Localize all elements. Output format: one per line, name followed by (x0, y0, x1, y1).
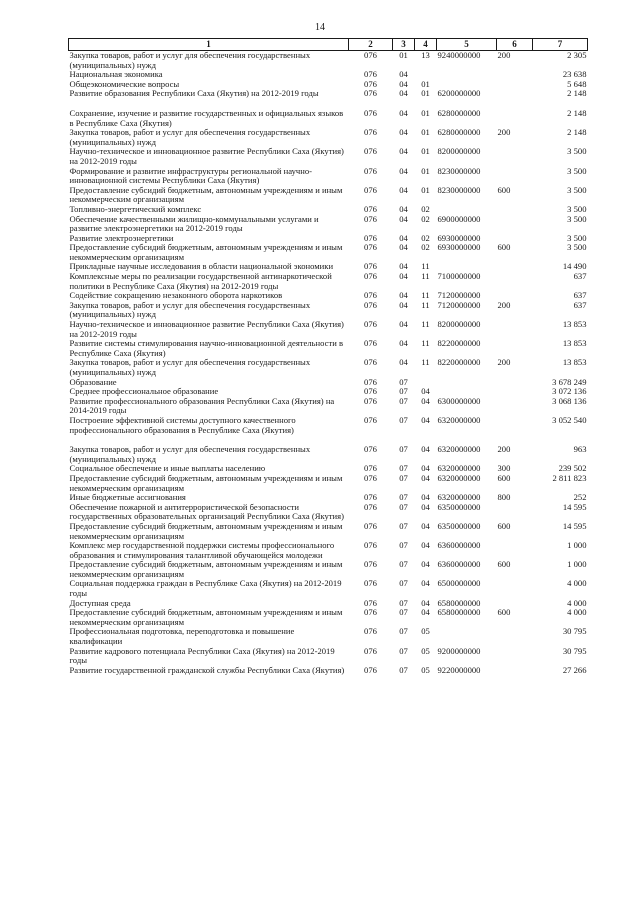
table-row (69, 445, 588, 464)
expense-type-code (497, 378, 533, 388)
ministry-code: 076 (364, 203, 377, 214)
subsection-code: 01 (421, 78, 430, 89)
table-row (69, 579, 588, 598)
subsection-code: 11 (421, 357, 430, 368)
subsection-code: 02 (421, 203, 430, 214)
expense-type-code: 200 (497, 299, 511, 310)
section-code: 04 (399, 184, 408, 195)
target-item-code: 6320000000 (437, 414, 481, 425)
amount: 637 (573, 271, 587, 282)
subsection-code: 04 (421, 386, 430, 397)
section-code: 04 (399, 290, 408, 301)
column-header-amount: 7 (533, 39, 588, 51)
table-row (69, 243, 588, 262)
amount: 2 148 (567, 107, 587, 118)
target-item-code: 8230000000 (437, 165, 481, 176)
budget-table (68, 38, 588, 675)
section-code: 04 (399, 261, 408, 272)
ministry-code: 076 (364, 88, 377, 99)
amount: 30 795 (562, 645, 587, 656)
subsection-code: 11 (421, 319, 430, 330)
ministry-code: 076 (364, 290, 377, 301)
section-code: 07 (399, 376, 408, 387)
ministry-code: 076 (364, 107, 377, 118)
target-item-code: 7120000000 (437, 299, 481, 310)
row-name: Комплекс мер государственной поддержки системы профессионального образования и стимулирования талантливой обучающейся молодежи (69, 540, 335, 560)
ministry-code: 076 (364, 242, 377, 253)
target-item-code: 6350000000 (437, 520, 481, 531)
target-item-code: 9200000000 (437, 645, 481, 656)
row-name: Обеспечение пожарной и антитеррористической безопасности государственных образовательных организаций Республики Саха (Якутия) (69, 501, 344, 522)
target-item-code: 6320000000 (437, 472, 481, 483)
target-item-code: 6300000000 (437, 395, 481, 406)
expense-type-code (497, 99, 533, 109)
row-name: Предоставление субсидий бюджетным, автономным учреждениям и иным некоммерческим организациям (69, 607, 343, 627)
section-code: 04 (399, 88, 408, 99)
amount: 3 500 (567, 165, 587, 176)
subsection-code: 11 (421, 271, 430, 282)
section-code: 04 (399, 107, 408, 118)
table-row (69, 474, 588, 493)
expense-type-code (497, 80, 533, 90)
ministry-code: 076 (364, 501, 377, 512)
subsection-code: 02 (421, 242, 430, 253)
amount: 3 500 (567, 232, 587, 243)
amount: 3 052 540 (552, 414, 587, 425)
section-code: 04 (399, 213, 408, 224)
table-row (69, 560, 588, 579)
target-item-code: 7100000000 (437, 271, 481, 282)
target-item-code: 6320000000 (437, 444, 481, 455)
row-name: Развитие системы стимулирования научно-инновационной деятельности в Республике Саха (Якутия) (69, 338, 344, 358)
expense-type-code: 600 (497, 184, 511, 195)
amount: 27 266 (562, 664, 587, 675)
expense-type-code (497, 205, 533, 215)
row-name: Прикладные научные исследования в области национальной экономики (69, 261, 334, 272)
table-row (69, 503, 588, 522)
row-name: Содействие сокращению незаконного оборота наркотиков (69, 290, 283, 301)
row-name: Закупка товаров, работ и услуг для обеспечения государственных (муниципальных) нужд (69, 299, 311, 320)
target-item-code: 8220000000 (437, 357, 481, 368)
amount: 2 811 823 (552, 472, 587, 483)
subsection-code: 11 (421, 261, 430, 272)
row-name: Развитие профессионального образования Республики Саха (Якутия) на 2014-2019 годы (69, 395, 335, 416)
row-name: Предоставление субсидий бюджетным, автономным учреждениям и иным некоммерческим организациям (69, 520, 343, 541)
subsection-code: 11 (421, 338, 430, 349)
section-code: 07 (399, 645, 408, 656)
target-item-code: 9240000000 (437, 50, 481, 60)
subsection-code: 04 (421, 597, 430, 608)
amount: 3 500 (567, 184, 587, 195)
expense-type-code (497, 147, 533, 166)
section-code: 01 (399, 50, 408, 60)
section-code: 07 (399, 597, 408, 608)
expense-type-code: 800 (497, 492, 511, 503)
table-row (69, 147, 588, 166)
subsection-code: 04 (421, 540, 430, 551)
section-code: 04 (399, 69, 408, 80)
ministry-code: 076 (364, 78, 377, 89)
amount: 252 (573, 492, 587, 503)
row-name: Иные бюджетные ассигнования (69, 492, 186, 503)
column-header-section: 3 (393, 39, 415, 51)
ministry-code: 076 (364, 232, 377, 243)
table-body (69, 51, 588, 676)
table-row (69, 397, 588, 416)
amount: 3 500 (567, 146, 587, 157)
expense-type-code: 200 (497, 357, 511, 368)
expense-type-code: 600 (497, 520, 511, 531)
ministry-code: 076 (364, 213, 377, 224)
amount: 14 490 (562, 261, 587, 272)
ministry-code: 076 (364, 664, 377, 675)
ministry-code: 076 (364, 299, 377, 310)
section-code: 07 (399, 472, 408, 483)
amount: 4 000 (567, 607, 587, 618)
section-code: 04 (399, 146, 408, 157)
section-code: 07 (399, 463, 408, 474)
target-item-code: 8220000000 (437, 338, 481, 349)
ministry-code: 076 (364, 319, 377, 330)
subsection-code: 01 (421, 127, 430, 138)
ministry-code: 076 (364, 578, 377, 589)
table-row (69, 541, 588, 560)
amount: 3 500 (567, 203, 587, 214)
subsection-code: 04 (421, 492, 430, 503)
section-code: 04 (399, 299, 408, 310)
table-row (69, 301, 588, 320)
ministry-code: 076 (364, 492, 377, 503)
target-item-code: 7120000000 (437, 290, 481, 301)
amount: 4 000 (567, 597, 587, 608)
target-item-code: 6360000000 (437, 559, 481, 570)
amount: 23 638 (562, 69, 587, 80)
table-row (69, 109, 588, 128)
expense-type-code (497, 666, 533, 676)
ministry-code: 076 (364, 540, 377, 551)
expense-type-code (497, 262, 533, 272)
expense-type-code (497, 541, 533, 560)
row-name: Закупка товаров, работ и услуг для обеспечения государственных (муниципальных) нужд (69, 50, 311, 70)
target-item-code: 6360000000 (437, 540, 481, 551)
section-code: 04 (399, 78, 408, 89)
row-name: Закупка товаров, работ и услуг для обеспечения государственных (муниципальных) нужд (69, 127, 311, 147)
ministry-code: 076 (364, 165, 377, 176)
expense-type-code: 600 (497, 559, 511, 570)
expense-type-code (497, 70, 533, 80)
ministry-code: 076 (364, 146, 377, 157)
expense-type-code: 200 (497, 444, 511, 455)
target-item-code: 8200000000 (437, 319, 481, 330)
table-row (69, 647, 588, 666)
row-name: Предоставление субсидий бюджетным, автономным учреждениям и иным некоммерческим организациям (69, 472, 343, 493)
subsection-code: 05 (421, 645, 430, 656)
amount: 13 853 (562, 338, 587, 349)
subsection-code: 01 (421, 88, 430, 99)
table-row (69, 358, 588, 377)
amount: 637 (573, 299, 587, 310)
target-item-code: 6500000000 (437, 578, 481, 589)
ministry-code: 076 (364, 338, 377, 349)
expense-type-code (497, 320, 533, 339)
subsection-code: 01 (421, 184, 430, 195)
table-row (69, 215, 588, 234)
expense-type-code (497, 167, 533, 186)
target-item-code: 6930000000 (437, 232, 481, 243)
subsection-code: 11 (421, 290, 430, 301)
table-row (69, 522, 588, 541)
page-number: 14 (315, 22, 325, 33)
amount: 13 853 (562, 319, 587, 330)
target-item-code (437, 70, 497, 80)
row-name: Комплексные меры по реализации государственной антинаркотической политики в Республике Саха (Якутия) на 2012-2019 годы (69, 271, 332, 291)
target-item-code: 6900000000 (437, 213, 481, 224)
amount: 637 (573, 290, 587, 301)
row-name: Закупка товаров, работ и услуг для обеспечения государственных (муниципальных) нужд (69, 444, 311, 464)
row-name: Сохранение, изучение и развитие государственных и официальных языков в Республике Саха (Якутия) (69, 107, 344, 128)
target-item-code: 6200000000 (437, 88, 481, 99)
ministry-code: 076 (364, 184, 377, 195)
table-row (69, 128, 588, 147)
table-row (69, 89, 588, 99)
target-item-code: 6280000000 (437, 127, 481, 138)
row-name: Построение эффективной системы доступного качественного профессионального образования в Республике Саха (Якутия) (69, 414, 296, 435)
section-code: 07 (399, 607, 408, 618)
target-item-code: 6320000000 (437, 463, 481, 474)
expense-type-code (497, 579, 533, 598)
subsection-code: 04 (421, 520, 430, 531)
row-name: Закупка товаров, работ и услуг для обеспечения государственных (муниципальных) нужд (69, 357, 311, 377)
table-row (69, 339, 588, 358)
ministry-code: 076 (364, 607, 377, 618)
target-item-code: 9220000000 (437, 664, 481, 675)
section-code: 07 (399, 578, 408, 589)
section-code: 07 (399, 386, 408, 397)
expense-type-code (497, 397, 533, 416)
expense-type-code: 600 (497, 242, 511, 253)
section-code: 04 (399, 271, 408, 282)
ministry-code: 076 (364, 261, 377, 272)
row-name: Среднее профессиональное образование (69, 386, 219, 397)
amount: 239 502 (558, 463, 587, 474)
subsection-code: 11 (421, 299, 430, 310)
section-code: 04 (399, 232, 408, 243)
section-code: 07 (399, 664, 408, 675)
amount: 3 500 (567, 242, 587, 253)
row-name: Доступная среда (69, 597, 131, 608)
amount: 3 072 136 (552, 386, 587, 397)
amount: 30 795 (562, 626, 587, 637)
target-item-code: 8200000000 (437, 146, 481, 157)
row-name: Общеэкономические вопросы (69, 78, 180, 89)
row-name: Предоставление субсидий бюджетным, автономным учреждениям и иным некоммерческим организациям (69, 184, 343, 205)
target-item-code: 6580000000 (437, 597, 481, 608)
subsection-code: 02 (421, 232, 430, 243)
target-item-code (437, 378, 497, 388)
expense-type-code (497, 647, 533, 666)
amount: 2 148 (567, 127, 587, 138)
row-name: Профессиональная подготовка, переподготовка и повышение квалификации (69, 626, 295, 647)
ministry-code: 076 (364, 357, 377, 368)
ministry-code: 076 (364, 69, 377, 80)
column-header-subsection: 4 (415, 39, 437, 51)
expense-type-code (497, 387, 533, 397)
expense-type-code: 300 (497, 463, 511, 474)
target-item-code: 8230000000 (437, 184, 481, 195)
amount: 14 595 (562, 501, 587, 512)
table-header-row (69, 39, 588, 51)
expense-type-code (497, 272, 533, 291)
row-name: Предоставление субсидий бюджетным, автономным учреждениям и иным некоммерческим организациям (69, 242, 343, 262)
ministry-code: 076 (364, 463, 377, 474)
table-row (69, 51, 588, 71)
section-code: 07 (399, 520, 408, 531)
expense-type-code (497, 215, 533, 234)
subsection-code: 05 (421, 626, 430, 637)
table-row (69, 167, 588, 186)
section-code: 07 (399, 559, 408, 570)
subsection-code: 05 (421, 664, 430, 675)
ministry-code: 076 (364, 271, 377, 282)
section-code: 04 (399, 203, 408, 214)
amount: 3 678 249 (552, 376, 587, 387)
target-item-code: 6320000000 (437, 492, 481, 503)
expense-type-code: 200 (497, 50, 511, 60)
ministry-code: 076 (364, 520, 377, 531)
amount: 1 000 (567, 540, 587, 551)
section-code: 07 (399, 492, 408, 503)
column-header-target-item: 5 (437, 39, 497, 51)
row-name: Социальная поддержка граждан в Республике Саха (Якутия) на 2012-2019 годы (69, 578, 342, 599)
ministry-code: 076 (364, 472, 377, 483)
ministry-code: 076 (364, 597, 377, 608)
section-code: 07 (399, 540, 408, 551)
section-code: 07 (399, 414, 408, 425)
row-name: Развитие электроэнергетики (69, 232, 174, 243)
expense-type-code (497, 627, 533, 646)
ministry-code: 076 (364, 395, 377, 406)
ministry-code: 076 (364, 386, 377, 397)
table-row (69, 666, 588, 676)
expense-type-code (497, 339, 533, 358)
section-code: 04 (399, 127, 408, 138)
expense-type-code: 600 (497, 607, 511, 618)
row-name: Развитие образования Республики Саха (Якутия) на 2012-2019 годы (69, 88, 319, 99)
section-code: 07 (399, 444, 408, 455)
ministry-code: 076 (364, 645, 377, 656)
subsection-code: 04 (421, 395, 430, 406)
section-code: 04 (399, 357, 408, 368)
row-name: Обеспечение качественными жилищно-коммунальными услугами и развитие электроэнергетики на 2012-2019 годы (69, 213, 319, 234)
column-header-name: 1 (69, 39, 349, 51)
column-header-expense-type: 6 (497, 39, 533, 51)
table-row (69, 320, 588, 339)
ministry-code: 076 (364, 414, 377, 425)
table-row (69, 416, 588, 435)
subsection-code: 04 (421, 444, 430, 455)
subsection-code: 01 (421, 165, 430, 176)
section-code: 04 (399, 319, 408, 330)
row-name: Социальное обеспечение и иные выплаты населению (69, 463, 266, 474)
row-name: Национальная экономика (69, 69, 163, 80)
ministry-code: 076 (364, 559, 377, 570)
amount: 14 595 (562, 520, 587, 531)
target-item-code: 6280000000 (437, 107, 481, 118)
amount: 5 648 (567, 78, 587, 89)
amount: 13 853 (562, 357, 587, 368)
target-item-code: 6580000000 (437, 607, 481, 618)
expense-type-code (497, 109, 533, 128)
section-code: 04 (399, 338, 408, 349)
ministry-code: 076 (364, 444, 377, 455)
table-row (69, 186, 588, 205)
subsection-code: 04 (421, 472, 430, 483)
amount: 4 000 (567, 578, 587, 589)
section-code: 07 (399, 626, 408, 637)
row-name: Развитие государственной гражданской службы Республики Саха (Якутия) (69, 664, 345, 675)
amount: 2 305 (567, 50, 587, 60)
amount: 963 (573, 444, 587, 455)
subsection-code: 01 (421, 146, 430, 157)
expense-type-code: 600 (497, 472, 511, 483)
target-item-code: 6930000000 (437, 242, 481, 253)
row-name: Топливно-энергетический комплекс (69, 203, 202, 214)
table-row (69, 272, 588, 291)
ministry-code: 076 (364, 50, 377, 60)
amount: 2 148 (567, 88, 587, 99)
ministry-code: 076 (364, 127, 377, 138)
ministry-code: 076 (364, 626, 377, 637)
row-name: Научно-техническое и инновационное развитие Республики Саха (Якутия) на 2012-2019 годы (69, 319, 344, 339)
ministry-code: 076 (364, 376, 377, 387)
table-row (69, 608, 588, 627)
section-code: 07 (399, 395, 408, 406)
section-code: 04 (399, 165, 408, 176)
subsection-code: 01 (421, 107, 430, 118)
subsection-code: 04 (421, 559, 430, 570)
subsection-code: 13 (421, 50, 430, 60)
section-code: 07 (399, 501, 408, 512)
subsection-code: 04 (421, 463, 430, 474)
amount: 3 068 136 (552, 395, 587, 406)
table-row (69, 627, 588, 646)
row-name: Формирование и развитие инфраструктуры региональной научно-инновационной системы Республики Саха (Якутия) (69, 165, 313, 186)
row-name: Развитие кадрового потенциала Республики Саха (Якутия) на 2012-2019 годы (69, 645, 335, 666)
amount: 3 500 (567, 213, 587, 224)
subsection-code: 02 (421, 213, 430, 224)
expense-type-code (497, 89, 533, 99)
row-name: Образование (69, 376, 117, 387)
target-item-code (437, 627, 497, 646)
subsection-code: 04 (421, 578, 430, 589)
amount: 1 000 (567, 559, 587, 570)
expense-type-code (497, 416, 533, 435)
subsection-code: 04 (421, 414, 430, 425)
column-header-ministry: 2 (349, 39, 393, 51)
row-name: Предоставление субсидий бюджетным, автономным учреждениям и иным некоммерческим организациям (69, 559, 343, 579)
expense-type-code: 200 (497, 127, 511, 138)
subsection-code: 04 (421, 501, 430, 512)
target-item-code: 6350000000 (437, 501, 481, 512)
row-name: Научно-техническое и инновационное развитие Республики Саха (Якутия) на 2012-2019 годы (69, 146, 344, 166)
subsection-code: 04 (421, 607, 430, 618)
section-code: 04 (399, 242, 408, 253)
expense-type-code (497, 503, 533, 522)
